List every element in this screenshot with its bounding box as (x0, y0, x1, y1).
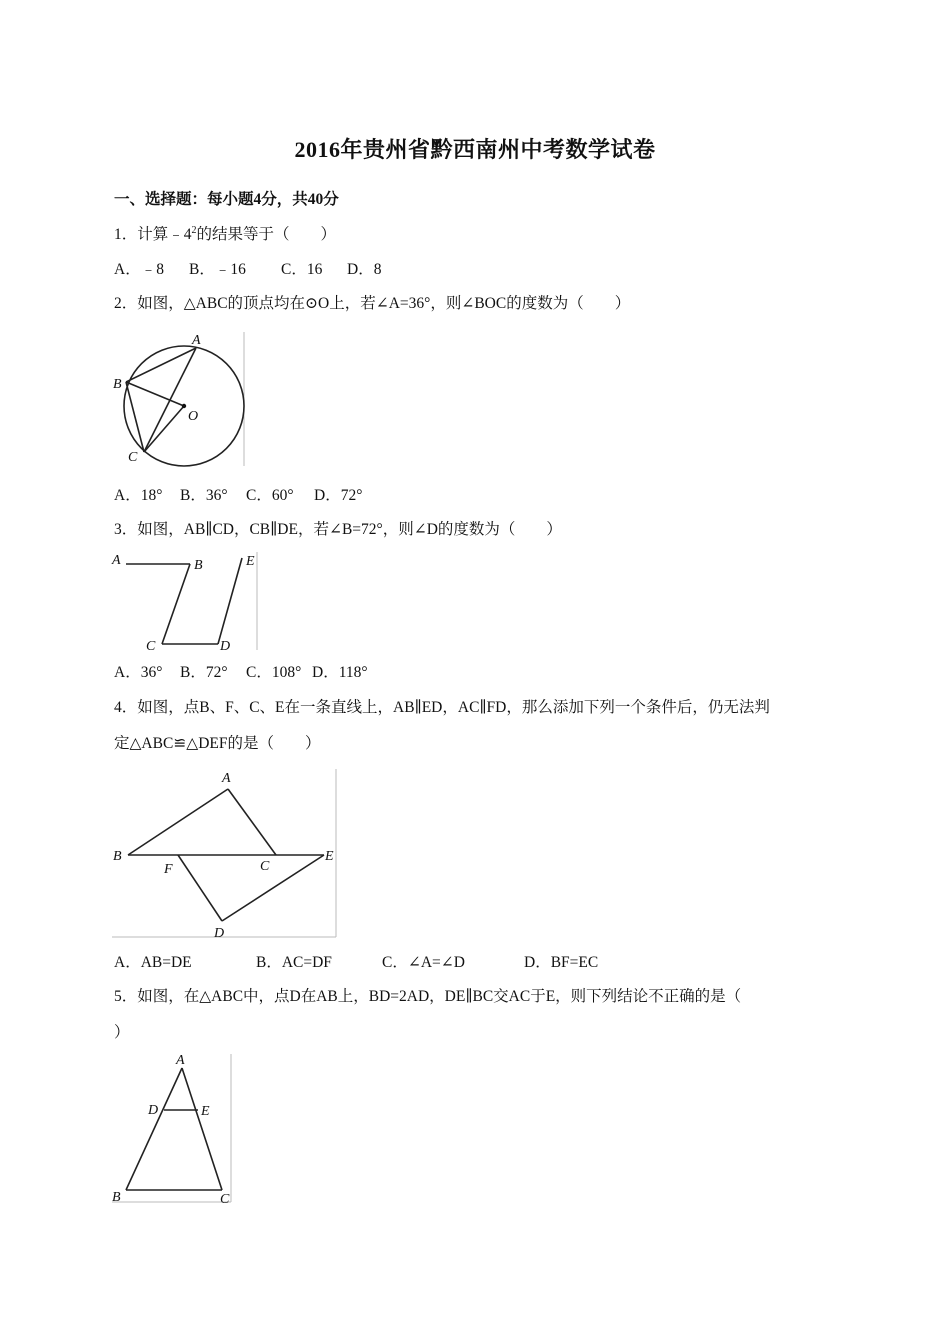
page-title: 2016年贵州省黔西南州中考数学试卷 (294, 137, 656, 162)
question-2-figure (110, 330, 250, 470)
label-c: C (260, 859, 270, 874)
question-3-option-d: D．118° (312, 664, 368, 681)
label-a: A (222, 771, 231, 786)
question-1-exponent: 2 (191, 224, 197, 236)
label-c: C (146, 639, 156, 654)
segment-ac (182, 1068, 222, 1190)
label-f: F (164, 862, 173, 877)
section-heading: 一、选择题：每小题4分，共40分 (114, 191, 339, 208)
question-2-stem: 2．如图，△ABC的顶点均在⊙O上，若∠A=36°，则∠BOC的度数为（ ） (114, 295, 631, 312)
label-e: E (246, 554, 255, 569)
segment-ab (126, 1068, 182, 1190)
question-4-figure (110, 765, 342, 945)
segment-ab (126, 348, 196, 382)
question-1-options (114, 260, 381, 280)
label-b: B (194, 558, 203, 573)
label-a: A (176, 1053, 185, 1068)
label-c: C (220, 1192, 230, 1207)
question-4-stem-line1: 4．如图，点B、F、C、E在一条直线上，AB∥ED，AC∥FD，那么添加下列一个条件后，仍无法判 (114, 699, 770, 716)
question-4-option-d: D．BF=EC (524, 954, 599, 971)
label-d: D (214, 926, 225, 941)
question-3-option-b: B．72° (180, 664, 228, 681)
question-5-figure (110, 1052, 236, 1208)
label-c: C (128, 450, 138, 465)
segment-bc (162, 564, 190, 644)
question-1-stem-pre: 1．计算﹣4 (114, 226, 192, 243)
question-4-option-c: C．∠A=∠D (382, 954, 465, 971)
segment-fd (178, 855, 222, 921)
question-3-option-c: C．108° (246, 664, 302, 681)
question-2-option-b: B．36° (180, 487, 228, 504)
label-b: B (113, 849, 122, 864)
segment-de (222, 855, 324, 921)
question-2-option-a: A．18° (114, 487, 163, 504)
question-2-options (114, 486, 362, 506)
label-a: A (112, 553, 121, 568)
label-b: B (112, 1190, 121, 1205)
question-1-stem (114, 225, 336, 245)
question-1-stem-post: 的结果等于（ ） (196, 226, 337, 243)
question-1-option-b: B．﹣16 (189, 261, 246, 278)
question-4-stem-line2: 定△ABC≌△DEF的是（ ） (114, 735, 321, 752)
question-4-option-a: A．AB=DE (114, 954, 192, 971)
question-5-stem-line2: ） (114, 1024, 130, 1041)
question-1-option-c: C．16 (281, 261, 323, 278)
question-3-options (114, 663, 368, 683)
question-4-options (114, 953, 598, 973)
segment-ab (128, 789, 228, 855)
question-4-option-b: B．AC=DF (256, 954, 332, 971)
label-b: B (113, 377, 122, 392)
question-3-figure (110, 550, 260, 654)
center-point (182, 404, 186, 408)
question-1-option-d: D．8 (347, 261, 382, 278)
label-d: D (148, 1103, 159, 1118)
segment-ac (228, 789, 276, 855)
question-3-stem: 3．如图，AB∥CD，CB∥DE，若∠B=72°，则∠D的度数为（ ） (114, 521, 562, 538)
question-3-option-a: A．36° (114, 664, 163, 681)
label-e: E (325, 849, 334, 864)
label-e: E (201, 1104, 210, 1119)
question-1-option-a: A．﹣8 (114, 261, 164, 278)
label-o: O (188, 409, 199, 424)
segment-bo (126, 382, 184, 406)
segment-de (218, 558, 242, 644)
question-2-option-d: D．72° (314, 487, 363, 504)
question-5-stem-line1: 5．如图，在△ABC中，点D在AB上，BD=2AD，DE∥BC交AC于E，则下列结论不正确的是（ (114, 988, 742, 1005)
question-2-option-c: C．60° (246, 487, 294, 504)
label-a: A (192, 333, 201, 348)
label-d: D (220, 639, 231, 654)
